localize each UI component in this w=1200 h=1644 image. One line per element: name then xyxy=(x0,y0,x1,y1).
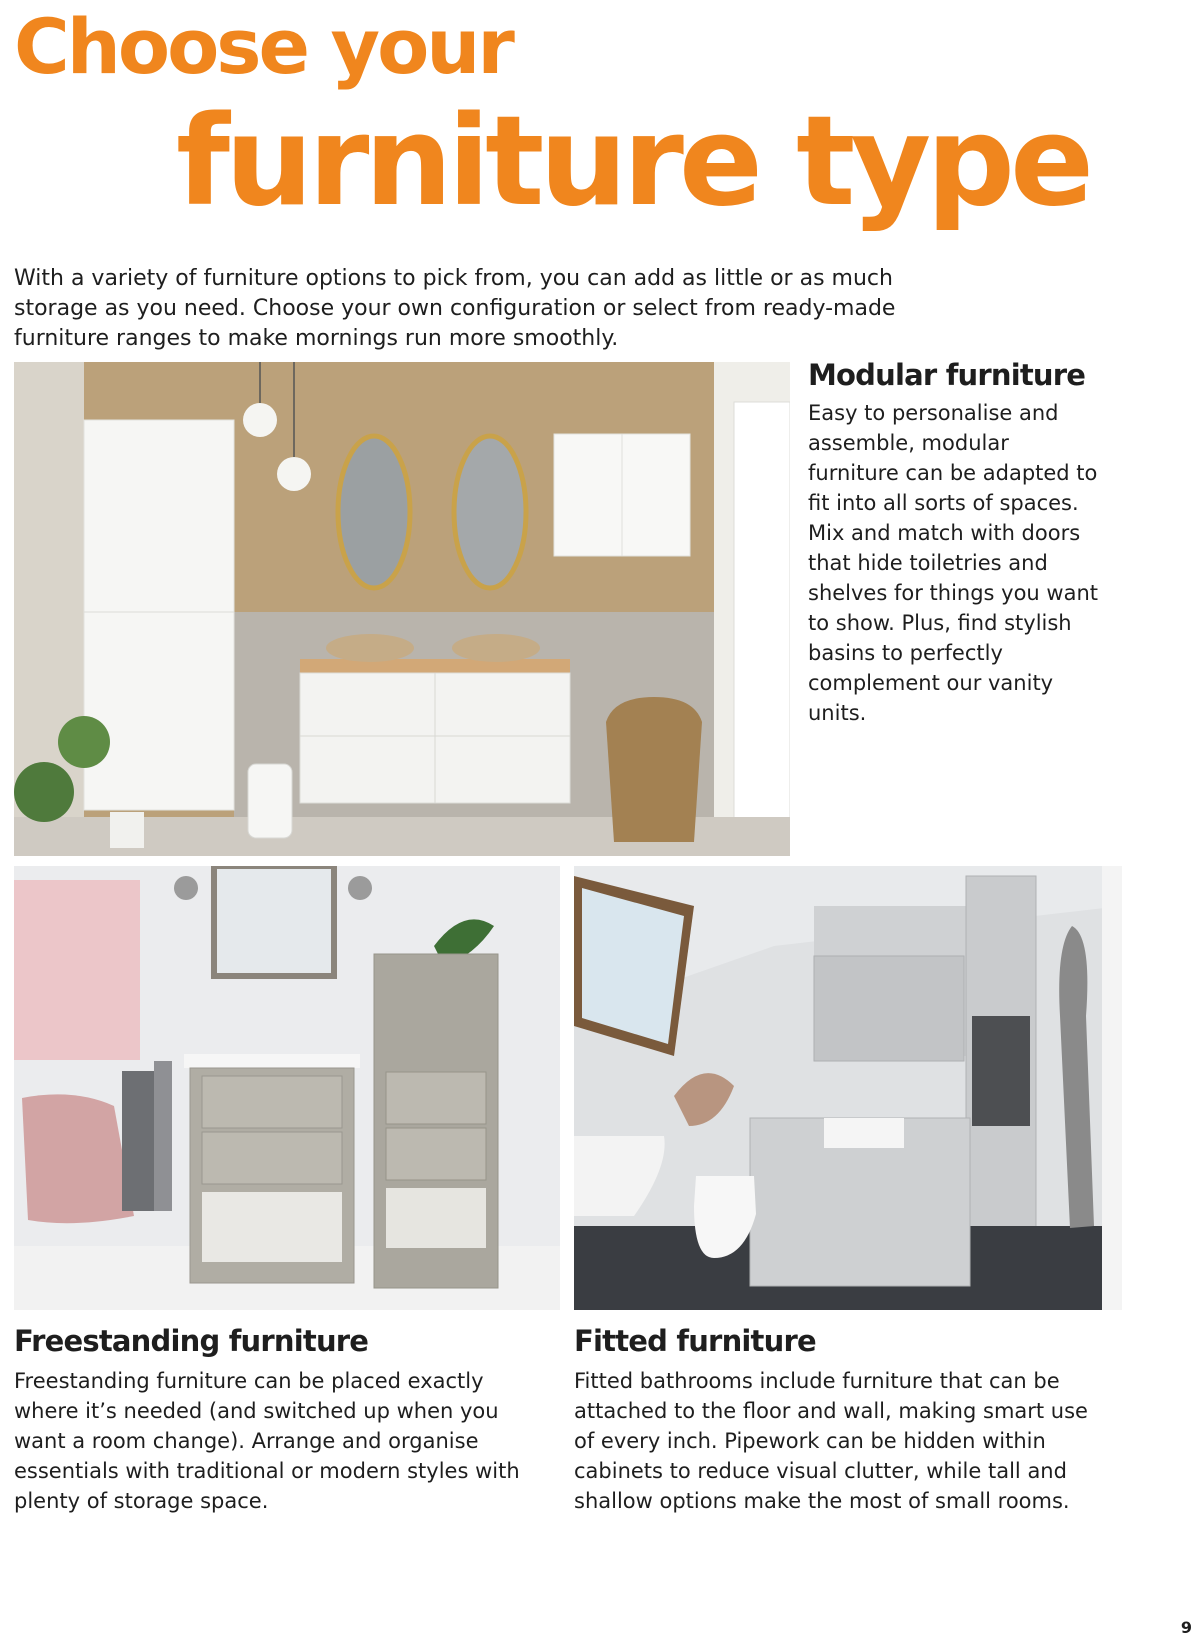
fitted-heading: Fitted furniture xyxy=(574,1324,816,1358)
title-line-1: Choose your xyxy=(14,2,512,91)
freestanding-heading: Freestanding furniture xyxy=(14,1324,369,1358)
freestanding-furniture-photo xyxy=(14,866,560,1310)
freestanding-body: Freestanding furniture can be placed exactly where it’s needed (and switched up when you want a room change). Arrange and organise essentials with traditional or modern styles with plenty of storage space. xyxy=(14,1369,520,1513)
title-line-2: furniture type xyxy=(176,90,1090,234)
page-number: 9 xyxy=(1180,1618,1192,1637)
modular-body: Easy to personalise and assemble, modular furniture can be adapted to fit into all sorts of spaces. Mix and match with doors that hide toiletries and shelves for things you want to show. Plus, find stylish basins to perfectly complement our vanity units. xyxy=(808,401,1099,725)
intro-paragraph: With a variety of furniture options to pick from, you can add as little or as much storage as you need. Choose your own configuration or select from ready-made furniture ranges to make mornings run more smoothly. xyxy=(14,266,896,351)
modular-furniture-photo xyxy=(14,362,790,856)
modular-heading: Modular furniture xyxy=(808,358,1086,392)
fitted-body: Fitted bathrooms include furniture that can be attached to the floor and wall, making smart use of every inch. Pipework can be hidden within cabinets to reduce visual clutter, while tall and shallow options make the most of small rooms. xyxy=(574,1369,1088,1513)
fitted-furniture-photo xyxy=(574,866,1122,1310)
